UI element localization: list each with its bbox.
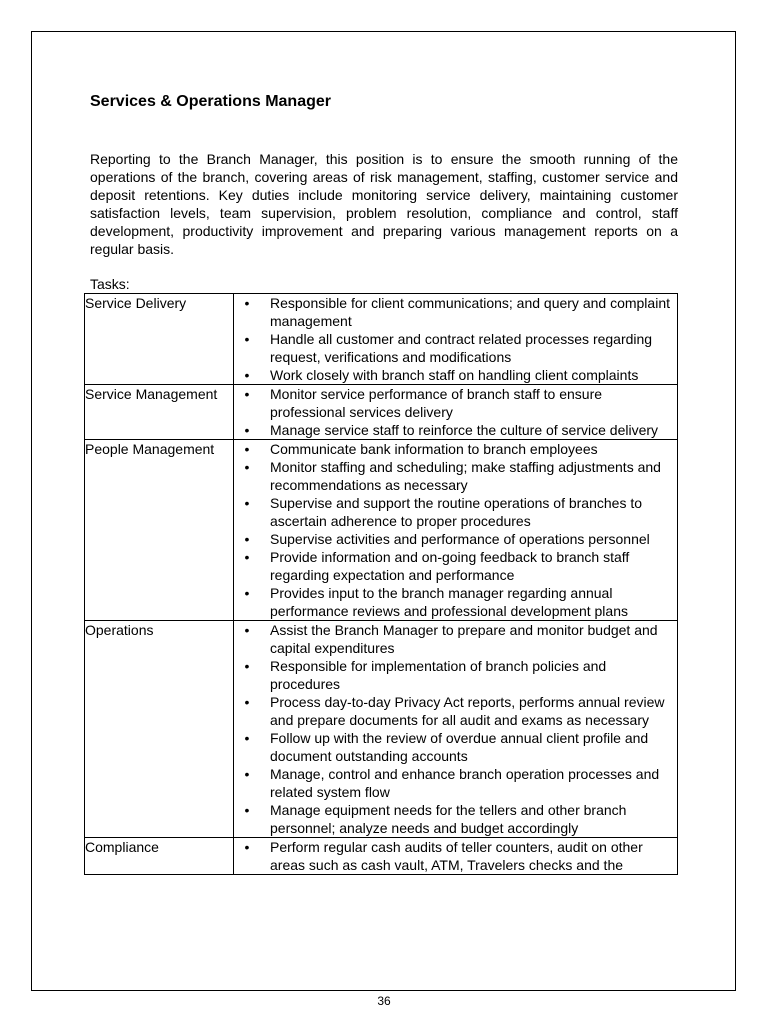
intro-paragraph: Reporting to the Branch Manager, this position is to ensure the smooth running of the operations of the branch, covering areas of risk management, staffing, customer service and deposit retentions. Key duties include monitoring service delivery, maintaining customer satisfaction levels, team supervision, problem resolution, compliance and control, staff development, productivity improvement and preparing various management reports on a regular basis.	[90, 151, 678, 257]
list-item	[234, 657, 677, 693]
tasks-label: Tasks:	[90, 276, 130, 292]
task-items-cell	[234, 838, 678, 875]
task-item-text: Provide information and on-going feedback to branch staff regarding expectation and performance	[270, 549, 630, 583]
list-item	[234, 294, 677, 330]
task-item-text: Manage service staff to reinforce the culture of service delivery	[270, 422, 659, 438]
list-item	[234, 330, 677, 366]
tasks-table-body	[85, 294, 678, 875]
list-item	[234, 621, 677, 657]
task-item-text: Perform regular cash audits of teller counters, audit on other areas such as cash vault, ATM, Travelers checks and the	[270, 839, 643, 873]
task-item-text: Handle all customer and contract related processes regarding request, verifications and modifications	[270, 331, 653, 365]
task-list	[234, 294, 677, 384]
list-item	[234, 729, 677, 765]
task-item-text: Supervise and support the routine operations of branches to ascertain adherence to proper procedures	[270, 495, 643, 529]
list-item	[234, 440, 677, 458]
bullet-icon: •	[244, 386, 250, 402]
bullet-icon: •	[244, 730, 250, 746]
list-item	[234, 765, 677, 801]
task-category: Service Delivery	[85, 294, 234, 385]
bullet-icon: •	[244, 295, 250, 311]
tasks-table	[84, 293, 678, 875]
list-item	[234, 838, 677, 874]
table-row	[85, 294, 678, 385]
bullet-icon: •	[244, 622, 250, 638]
task-item-text: Responsible for implementation of branch policies and procedures	[270, 658, 607, 692]
bullet-icon: •	[244, 531, 250, 547]
task-item-text: Monitor staffing and scheduling; make staffing adjustments and recommendations as necessary	[270, 459, 661, 493]
list-item	[234, 530, 677, 548]
bullet-icon: •	[244, 367, 250, 383]
list-item	[234, 421, 677, 439]
task-list	[234, 440, 677, 620]
list-item	[234, 366, 677, 384]
task-item-text: Work closely with branch staff on handling client complaints	[270, 367, 639, 383]
bullet-icon: •	[244, 585, 250, 601]
bullet-icon: •	[244, 422, 250, 438]
list-item	[234, 584, 677, 620]
bullet-icon: •	[244, 459, 250, 475]
list-item	[234, 385, 677, 421]
bullet-icon: •	[244, 495, 250, 511]
page-title: Services & Operations Manager	[90, 93, 331, 110]
table-row	[85, 440, 678, 621]
table-row	[85, 838, 678, 875]
task-item-text: Responsible for client communications; and query and complaint management	[270, 295, 670, 329]
task-list	[234, 838, 677, 874]
task-list	[234, 621, 677, 837]
bullet-icon: •	[244, 441, 250, 457]
table-row	[85, 621, 678, 838]
task-item-text: Monitor service performance of branch staff to ensure professional services delivery	[270, 386, 603, 420]
task-items-cell	[234, 385, 678, 440]
task-item-text: Provides input to the branch manager regarding annual performance reviews and professional development plans	[270, 585, 628, 619]
task-item-text: Assist the Branch Manager to prepare and monitor budget and capital expenditures	[270, 622, 658, 656]
list-item	[234, 494, 677, 530]
page-number: 36	[377, 994, 391, 1008]
task-item-text: Follow up with the review of overdue annual client profile and document outstanding accounts	[270, 730, 649, 764]
list-item	[234, 801, 677, 837]
bullet-icon: •	[244, 802, 250, 818]
list-item	[234, 548, 677, 584]
task-item-text: Manage equipment needs for the tellers and other branch personnel; analyze needs and budget accordingly	[270, 802, 627, 836]
task-item-text: Process day-to-day Privacy Act reports, performs annual review and prepare documents for all audit and exams as necessary	[270, 694, 665, 728]
task-category: Service Management	[85, 385, 234, 440]
task-item-text: Manage, control and enhance branch operation processes and related system flow	[270, 766, 660, 800]
task-item-text: Supervise activities and performance of operations personnel	[270, 531, 650, 547]
list-item	[234, 458, 677, 494]
task-category: People Management	[85, 440, 234, 621]
table-row	[85, 385, 678, 440]
bullet-icon: •	[244, 549, 250, 565]
bullet-icon: •	[244, 766, 250, 782]
task-category: Operations	[85, 621, 234, 838]
bullet-icon: •	[244, 839, 250, 855]
bullet-icon: •	[244, 694, 250, 710]
bullet-icon: •	[244, 658, 250, 674]
task-items-cell	[234, 440, 678, 621]
task-item-text: Communicate bank information to branch employees	[270, 441, 598, 457]
task-category: Compliance	[85, 838, 234, 875]
bullet-icon: •	[244, 331, 250, 347]
list-item	[234, 693, 677, 729]
task-list	[234, 385, 677, 439]
task-items-cell	[234, 294, 678, 385]
task-items-cell	[234, 621, 678, 838]
